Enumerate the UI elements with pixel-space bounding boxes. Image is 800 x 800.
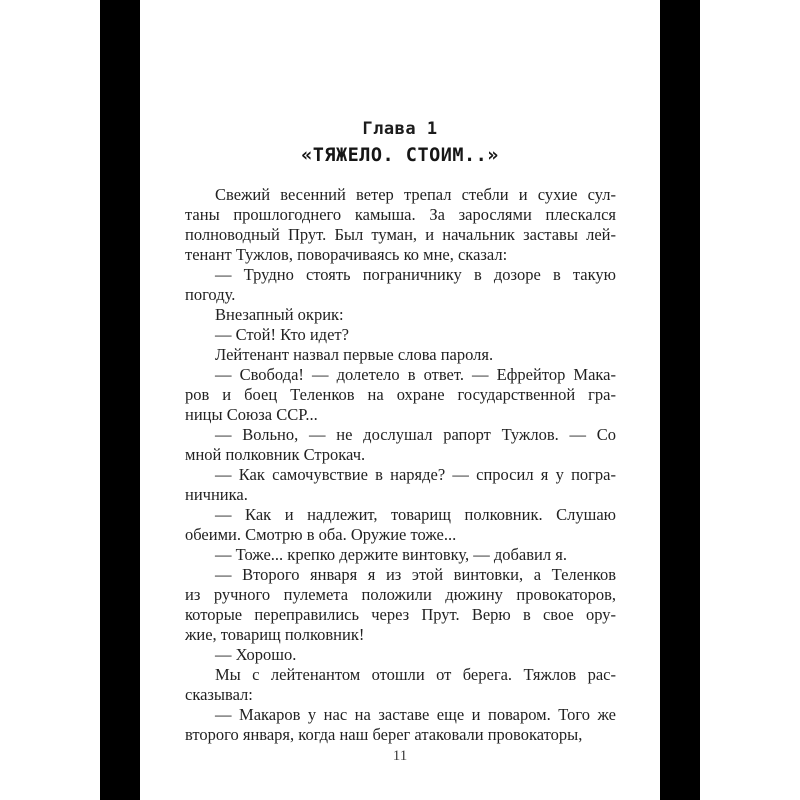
page-edge-right-bar	[660, 0, 700, 800]
text-line: тенант Тужлов, поворачиваясь ко мне, сказал:	[185, 245, 508, 264]
text-line: Мы с лейтенантом отошли от берега. Тяжлов рас-	[215, 665, 616, 684]
text-line: таны прошлогоднего камыша. За зарослями плескался	[185, 205, 616, 224]
chapter-label: Глава 1	[362, 119, 438, 139]
text-line: — Макаров у нас на заставе еще и поваром. Того же	[215, 705, 616, 724]
text-line: — Свобода! — долетело в ответ. — Ефрейтор Мака-	[215, 365, 616, 384]
page-edge-left-bar	[100, 0, 140, 800]
text-line: — Как самочувствие в наряде? — спросил я у погра-	[215, 465, 616, 484]
text-line: второго января, когда наш берег атаковали провокаторы,	[185, 725, 583, 744]
text-line: ницы Союза ССР...	[185, 405, 318, 424]
book-page	[140, 0, 660, 800]
text-line: которые переправились через Прут. Верю в свое ору-	[185, 605, 616, 624]
text-line: Лейтенант назвал первые слова пароля.	[215, 345, 494, 364]
text-line: — Стой! Кто идет?	[215, 325, 349, 344]
text-line: ничника.	[185, 485, 248, 504]
text-line: ров и боец Теленков на охране государственной гра-	[185, 385, 616, 404]
text-line: мной полковник Строкач.	[185, 445, 366, 464]
text-line: — Вольно, — не дослушал рапорт Тужлов. — Со	[215, 425, 616, 444]
text-line: погоду.	[185, 285, 236, 304]
text-line: Внезапный окрик:	[215, 305, 344, 324]
text-line: из ручного пулемета положили дюжину провокаторов,	[185, 585, 616, 604]
text-line: — Второго января я из этой винтовки, а Теленков	[215, 565, 616, 584]
text-line: — Как и надлежит, товарищ полковник. Слушаю	[215, 505, 616, 524]
text-line: полноводный Прут. Был туман, и начальник заставы лей-	[185, 225, 616, 244]
text-line: Свежий весенний ветер трепал стебли и сухие сул-	[215, 185, 616, 204]
body-text	[185, 185, 616, 745]
text-line: — Трудно стоять пограничнику в дозоре в такую	[215, 265, 616, 284]
page-number: 11	[392, 748, 408, 764]
text-line: сказывал:	[185, 685, 253, 704]
text-line: обеими. Смотрю в оба. Оружие тоже...	[185, 525, 457, 544]
text-line: — Хорошо.	[215, 645, 297, 664]
text-line: — Тоже... крепко держите винтовку, — добавил я.	[215, 545, 567, 564]
chapter-title: «ТЯЖЕЛО. СТОИМ..»	[301, 145, 499, 166]
text-line: жие, товарищ полковник!	[185, 625, 365, 644]
